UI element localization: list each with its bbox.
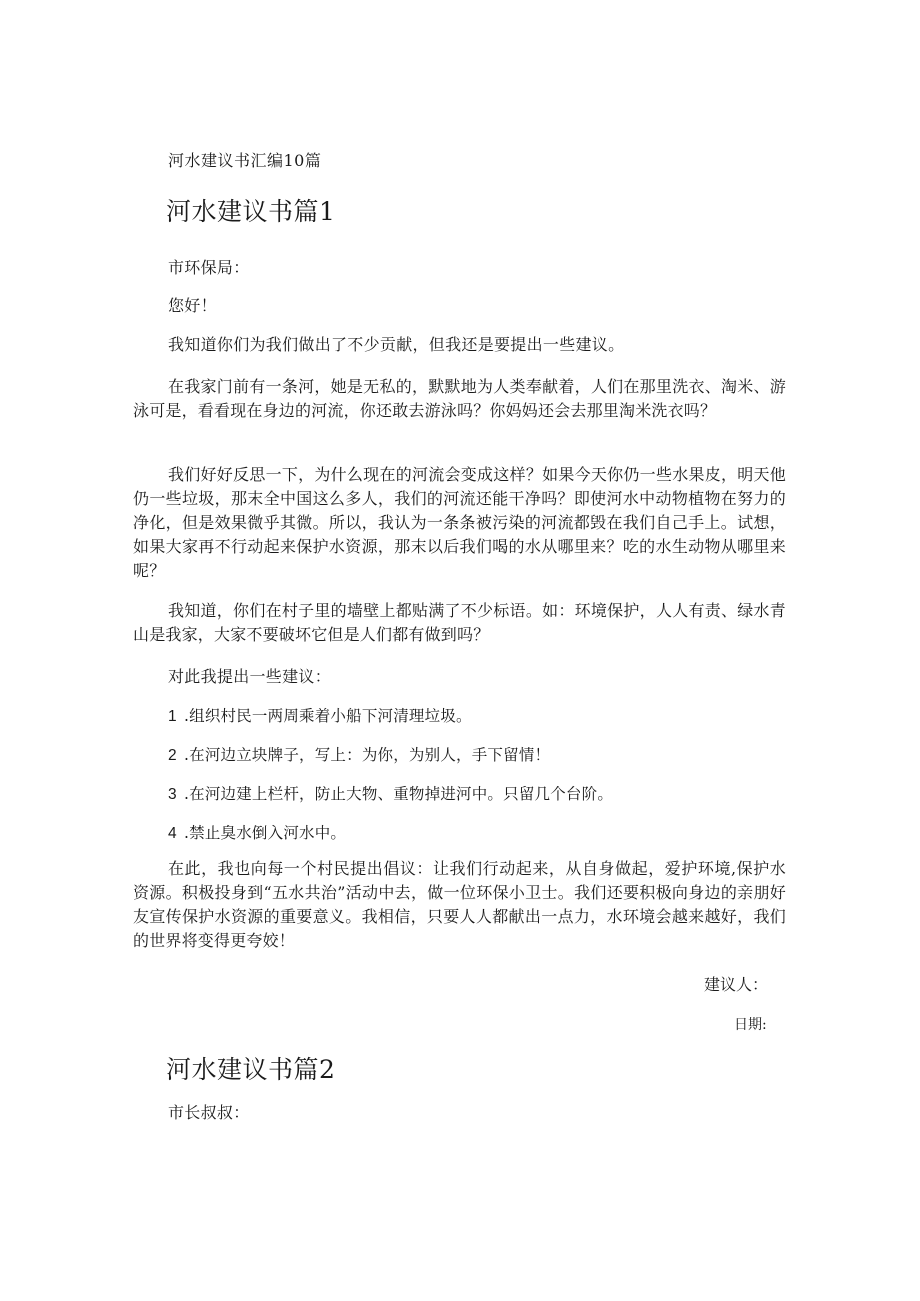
section-2-heading: 河水建议书篇2 [166, 1055, 336, 1084]
suggestion-text: .在河边建上栏杆，防止大物、重物掉进河中。只留几个台阶。 [184, 785, 614, 803]
signature-label: 建议人： [704, 975, 769, 994]
suggestion-item [168, 704, 472, 726]
section-1-paragraph-2: 我们好好反思一下，为什么现在的河流会变成这样？如果今天你仍一些水果皮，明天他仍一些垃圾，那末全中国这么多人，我们的河流还能干净吗？即使河水中动物植物在努力的净化，但是效果微乎其微。所以，我认为一条条被污染的河流都毁在我们自己手上。试想，如果大家再不行动起来保护水资源，那末以后我们喝的水从哪里来？吃的水生动物从哪里来呢？ [133, 465, 786, 580]
section-1-list-intro: 对此我提出一些建议： [168, 667, 332, 686]
suggestion-number: 1 [168, 708, 177, 725]
section-1-salutation: 市环保局： [168, 258, 250, 277]
section-1-paragraph-1: 在我家门前有一条河，她是无私的，默默地为人类奉献着，人们在那里洗衣、淘米、游泳可是，看看现在身边的河流，你还敢去游泳吗？你妈妈还会去那里淘米洗衣吗？ [133, 377, 786, 420]
suggestion-item [168, 782, 613, 804]
suggestion-text: .禁止臭水倒入河水中。 [184, 824, 347, 842]
suggestion-item [168, 821, 346, 843]
suggestion-number: 3 [168, 786, 177, 803]
suggestion-item [168, 743, 550, 765]
section-2-salutation: 市长叔叔： [168, 1103, 250, 1122]
document-title: 河水建议书汇编10篇 [168, 151, 322, 170]
section-1-greeting: 您好！ [168, 296, 217, 315]
section-1-intro: 我知道你们为我们做出了不少贡献，但我还是要提出一些建议。 [168, 335, 625, 354]
section-1-paragraph-3: 我知道，你们在村子里的墙壁上都贴满了不少标语。如：环境保护，人人有责、绿水青山是我家，大家不要破坏它但是人们都有做到吗？ [133, 601, 786, 644]
suggestion-number: 2 [168, 747, 177, 764]
suggestion-number: 4 [168, 825, 177, 842]
suggestion-text: .组织村民一两周乘着小船下河清理垃圾。 [184, 707, 472, 725]
section-1-heading: 河水建议书篇1 [166, 197, 336, 226]
suggestion-text: .在河边立块牌子，写上：为你，为别人，手下留情！ [184, 746, 551, 764]
section-1-closing-paragraph: 在此，我也向每一个村民提出倡议：让我们行动起来，从自身做起，爱护环境,保护水资源。积极投身到“五水共治”活动中去，做一位环保小卫士。我们还要积极向身边的亲朋好友宣传保护水资源的重要意义。我相信，只要人人都献出一点力，水环境会越来越好，我们的世界将变得更夸姣！ [133, 859, 786, 950]
date-label: 日期: [734, 1017, 767, 1033]
